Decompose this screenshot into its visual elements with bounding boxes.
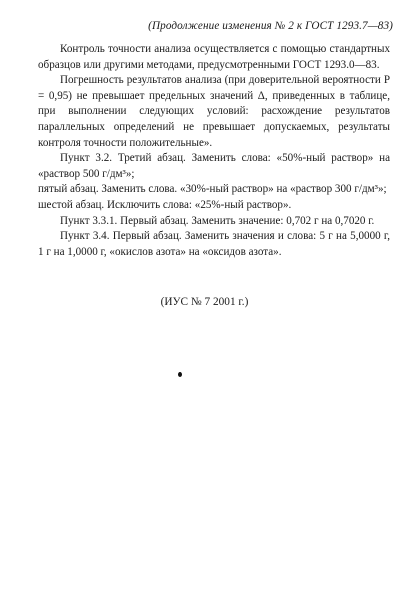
paragraph-clause-3-4: Пункт 3.4. Первый абзац. Заменить значения и слова: 5 г на 5,0000 г, 1 г на 1,0000 г, «окислов азота» на «оксидов азота». — [38, 230, 390, 258]
paragraph-error: Погрешность результатов анализа (при доверительной вероятности P = 0,95) не превышает предельных значений Δ, приведенных в таблице, при выполнении следующих условий: расхождение результатов параллельных определений не превышает допускаемых, результаты контроля точности положительные». — [38, 74, 390, 149]
paragraph-fifth-subpara: пятый абзац. Заменить слова. «30%-ный раствор» на «раствор 300 г/дм³»; — [38, 183, 387, 196]
page-header: (Продолжение изменения № 2 к ГОСТ 1293.7—83) — [148, 20, 393, 32]
ink-dot — [178, 372, 182, 377]
paragraph-sixth-subpara: шестой абзац. Исключить слова: «25%-ный раствор». — [38, 198, 292, 211]
body-text — [38, 42, 390, 260]
paragraph-clause-3-2: Пункт 3.2. Третий абзац. Заменить слова: «50%-ный раствор» на «раствор 500 г/дм³»; — [38, 152, 390, 180]
ius-citation: (ИУС № 7 2001 г.) — [160, 296, 249, 308]
paragraph-accuracy-control: Контроль точности анализа осуществляется с помощью стандартных образцов или другими методами, предусмотренными ГОСТ 1293.0—83. — [38, 43, 390, 71]
paragraph-clause-3-3-1: Пункт 3.3.1. Первый абзац. Заменить значение: 0,702 г на 0,7020 г. — [60, 214, 375, 227]
